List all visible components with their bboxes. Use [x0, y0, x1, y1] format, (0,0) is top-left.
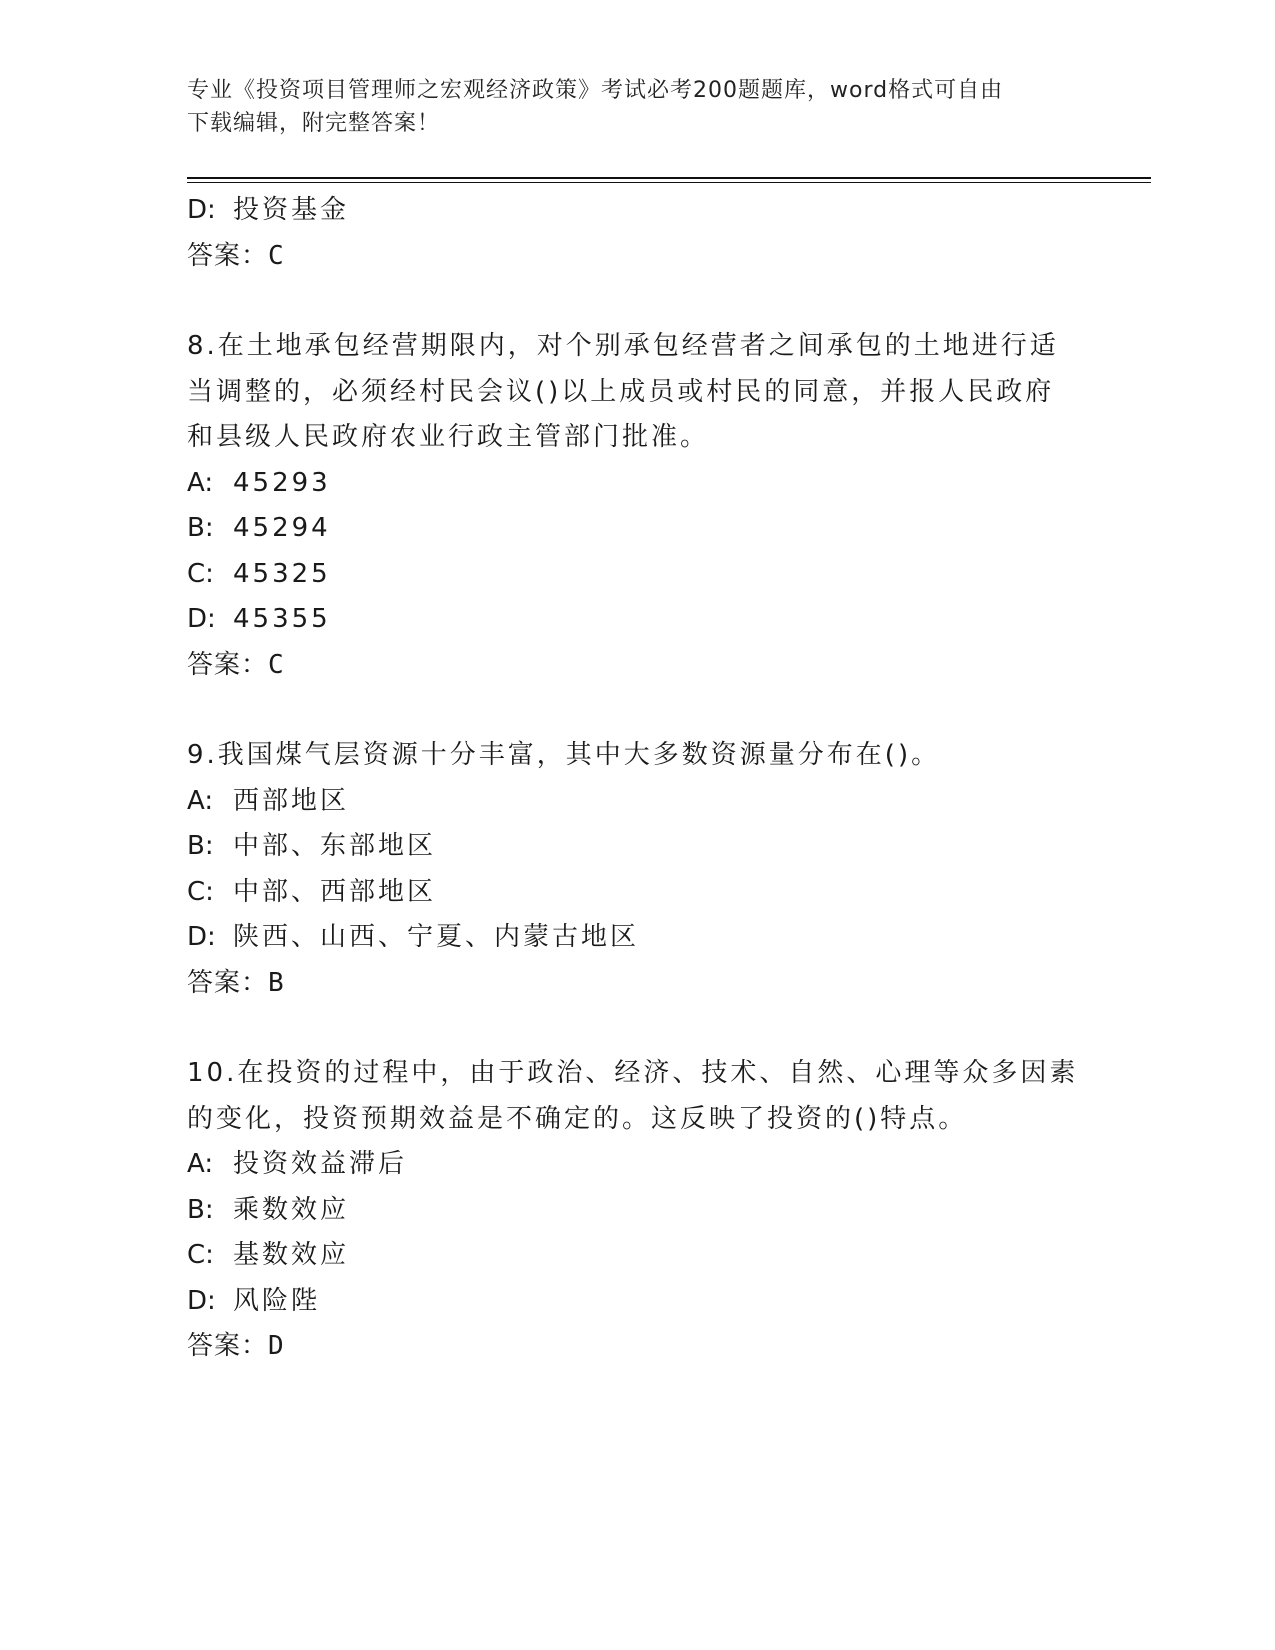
question-8 — [187, 324, 1087, 688]
option-a — [187, 461, 1087, 507]
option-d — [187, 597, 1087, 643]
question-text-line: 10.在投资的过程中，由于政治、经济、技术、自然、心理等众多因素 — [187, 1058, 1079, 1088]
option-text: 45325 — [233, 558, 331, 589]
option-text: 西部地区 — [233, 785, 350, 816]
option-letter: A: — [187, 785, 214, 816]
option-b — [187, 1188, 1087, 1234]
option-text: 基数效应 — [233, 1240, 350, 1270]
option-c — [187, 552, 1087, 598]
spacer — [187, 1006, 1087, 1051]
header-rule-thin — [187, 182, 1151, 183]
option-b — [187, 824, 1087, 870]
page-header — [187, 74, 1067, 140]
answer-value: C — [268, 240, 285, 271]
option-b — [187, 506, 1087, 552]
option-letter: D: — [187, 1285, 216, 1316]
question-text-line: 和县级人民政府农业行政主管部门批准。 — [187, 422, 710, 452]
option-text: 风险陛 — [233, 1285, 321, 1316]
option-letter: C: — [187, 1240, 214, 1270]
spacer — [187, 279, 1087, 324]
option-a — [187, 1142, 1087, 1188]
answer-line — [187, 1324, 1087, 1370]
option-text: 45355 — [233, 604, 331, 634]
option-text: 中部、西部地区 — [233, 876, 437, 907]
answer-label: 答案： — [187, 1331, 269, 1361]
answer-value: D — [268, 1331, 285, 1361]
option-c — [187, 1233, 1087, 1279]
answer-value: B — [268, 967, 285, 998]
question-text-line: 当调整的，必须经村民会议()以上成员或村民的同意，并报人民政府 — [187, 376, 1055, 407]
option-letter: B: — [187, 1194, 214, 1225]
question-text-line: 9.我国煤气层资源十分丰富，其中大多数资源量分布在()。 — [187, 740, 941, 770]
header-rule-thick — [187, 177, 1151, 179]
answer-value: C — [268, 649, 285, 680]
option-letter: D: — [187, 922, 216, 952]
document-body — [187, 188, 1087, 1370]
option-text: 45293 — [233, 467, 331, 498]
option-d — [187, 1279, 1087, 1325]
spacer — [187, 688, 1087, 733]
option-text: 投资基金 — [233, 195, 350, 225]
option-a — [187, 779, 1087, 825]
option-text: 陕西、山西、宁夏、内蒙古地区 — [233, 922, 640, 952]
question-10 — [187, 1051, 1087, 1370]
option-letter: B: — [187, 513, 214, 543]
answer-label: 答案： — [187, 649, 269, 680]
question-text-line: 8.在土地承包经营期限内，对个别承包经营者之间承包的土地进行适 — [187, 331, 1059, 361]
option-text: 乘数效应 — [233, 1194, 350, 1225]
option-letter: C: — [187, 558, 214, 589]
option-d — [187, 915, 1087, 961]
option-letter: A: — [187, 1149, 214, 1179]
answer-label: 答案： — [187, 240, 269, 271]
option-d — [187, 188, 1087, 234]
option-letter: C: — [187, 876, 214, 907]
answer-line — [187, 961, 1087, 1007]
question-text-line: 的变化，投资预期效益是不确定的。这反映了投资的()特点。 — [187, 1103, 968, 1134]
question-9 — [187, 733, 1087, 1006]
header-line-2: 下载编辑，附完整答案！ — [187, 111, 441, 136]
header-line-1: 专业《投资项目管理师之宏观经济政策》考试必考200题题库，word格式可自由 — [187, 78, 1004, 103]
option-text: 45294 — [233, 513, 331, 543]
answer-label: 答案： — [187, 967, 269, 998]
option-c — [187, 870, 1087, 916]
answer-line — [187, 643, 1087, 689]
option-letter: B: — [187, 831, 214, 861]
option-letter: A: — [187, 467, 214, 498]
option-text: 中部、东部地区 — [233, 831, 437, 861]
answer-line — [187, 234, 1087, 280]
option-text: 投资效益滞后 — [233, 1149, 408, 1179]
option-letter: D: — [187, 604, 216, 634]
option-letter: D: — [187, 195, 216, 225]
